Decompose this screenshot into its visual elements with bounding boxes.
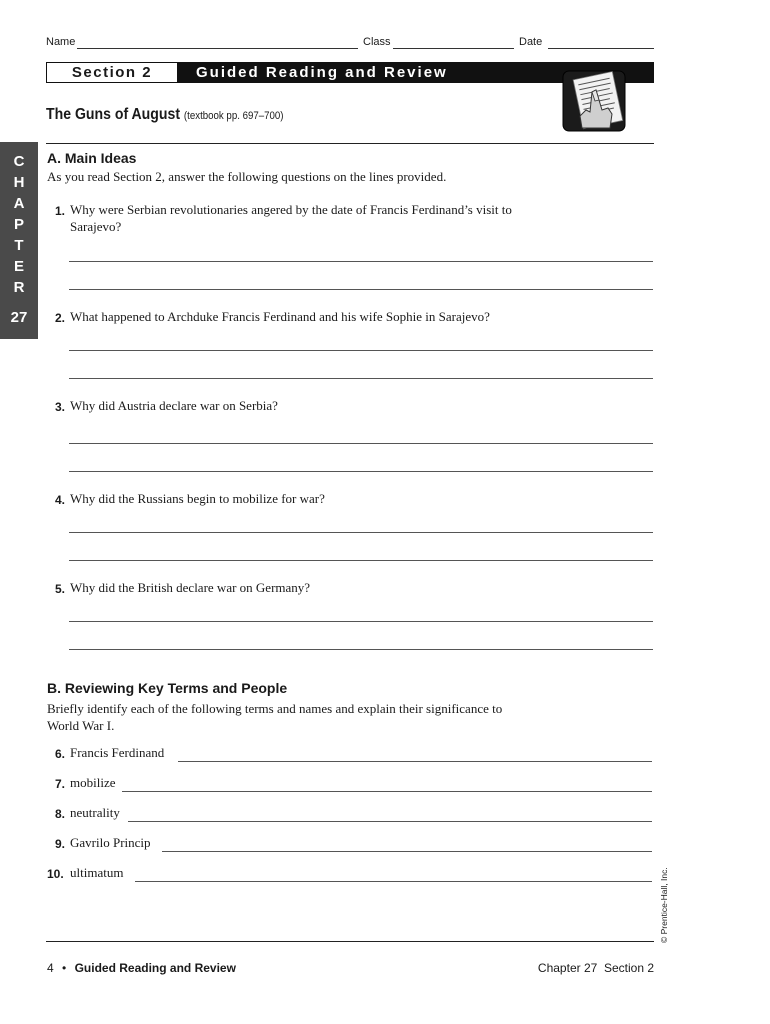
title-rule (46, 143, 654, 144)
footer-bullet: • (62, 961, 67, 975)
term-answer-line[interactable] (178, 761, 652, 762)
term-label: mobilize (70, 775, 116, 790)
question-number: 4. (55, 493, 66, 507)
answer-line[interactable] (69, 649, 653, 650)
question-text-cont: Sarajevo? (70, 219, 122, 234)
footer-title: Guided Reading and Review (74, 961, 236, 975)
banner-title: Guided Reading and Review (196, 64, 448, 81)
answer-line[interactable] (69, 378, 653, 379)
question-number: 5. (55, 582, 66, 596)
term-answer-line[interactable] (135, 881, 652, 882)
answer-line[interactable] (69, 443, 653, 444)
question-text: Why did the British declare war on Germany? (70, 580, 311, 595)
term-label: Francis Ferdinand (70, 745, 165, 760)
lesson-title-text: The Guns of August (46, 106, 181, 123)
term-number: 8. (55, 807, 66, 821)
answer-line[interactable] (69, 560, 653, 561)
section-b-heading: B. Reviewing Key Terms and People (47, 680, 288, 696)
answer-line[interactable] (69, 532, 653, 533)
name-field[interactable] (77, 48, 358, 49)
term-label: neutrality (70, 805, 120, 820)
term-answer-line[interactable] (122, 791, 652, 792)
question-text: Why were Serbian revolutionaries angered by the date of Francis Ferdinand’s visit to (70, 202, 512, 217)
page-number: 4 (47, 961, 54, 975)
class-label: Class (363, 36, 391, 48)
lesson-title (46, 106, 283, 124)
chapter-tab-letter: H (13, 174, 25, 191)
date-label: Date (519, 36, 543, 48)
chapter-tab-letter: A (13, 195, 25, 212)
chapter-tab-letter: C (13, 153, 25, 170)
term-answer-line[interactable] (128, 821, 652, 822)
question-number: 1. (55, 204, 66, 218)
section-b-instructions-cont: World War I. (47, 718, 115, 733)
chapter-tab-letter: P (13, 216, 24, 233)
term-number: 7. (55, 777, 66, 791)
term-number: 6. (55, 747, 66, 761)
section-box (46, 62, 178, 83)
question-number: 2. (55, 311, 66, 325)
copyright-notice: © Prentice-Hall, Inc. (659, 867, 669, 943)
name-label: Name (46, 36, 76, 48)
section-a-instructions: As you read Section 2, answer the following questions on the lines provided. (47, 169, 447, 184)
lesson-pages: (textbook pp. 697–700) (183, 110, 284, 122)
chapter-tab-letter: E (13, 258, 24, 275)
answer-line[interactable] (69, 621, 653, 622)
question-number: 3. (55, 400, 66, 414)
section-label: Section 2 (71, 64, 153, 81)
chapter-tab-number: 27 (10, 309, 28, 326)
footer-left (47, 961, 236, 975)
answer-line[interactable] (69, 471, 653, 472)
answer-line[interactable] (69, 289, 653, 290)
question-text: Why did the Russians begin to mobilize for war? (70, 491, 325, 506)
term-number: 10. (47, 867, 64, 881)
answer-line[interactable] (69, 261, 653, 262)
answer-line[interactable] (69, 350, 653, 351)
term-label: ultimatum (70, 865, 124, 880)
reading-hand-illustration (562, 70, 626, 132)
question-text: Why did Austria declare war on Serbia? (70, 398, 278, 413)
footer-rule (46, 941, 654, 942)
footer-chapter-section: Chapter 27 Section 2 (537, 961, 654, 975)
term-label: Gavrilo Princip (70, 835, 151, 850)
chapter-tab-letter: R (13, 279, 25, 296)
section-b-instructions: Briefly identify each of the following terms and names and explain their significance to (47, 701, 503, 716)
section-a-heading: A. Main Ideas (47, 150, 137, 166)
chapter-tab-letter: T (14, 237, 24, 254)
class-field[interactable] (393, 48, 514, 49)
term-answer-line[interactable] (162, 851, 652, 852)
question-text: What happened to Archduke Francis Ferdinand and his wife Sophie in Sarajevo? (70, 309, 490, 324)
term-number: 9. (55, 837, 66, 851)
date-field[interactable] (548, 48, 654, 49)
